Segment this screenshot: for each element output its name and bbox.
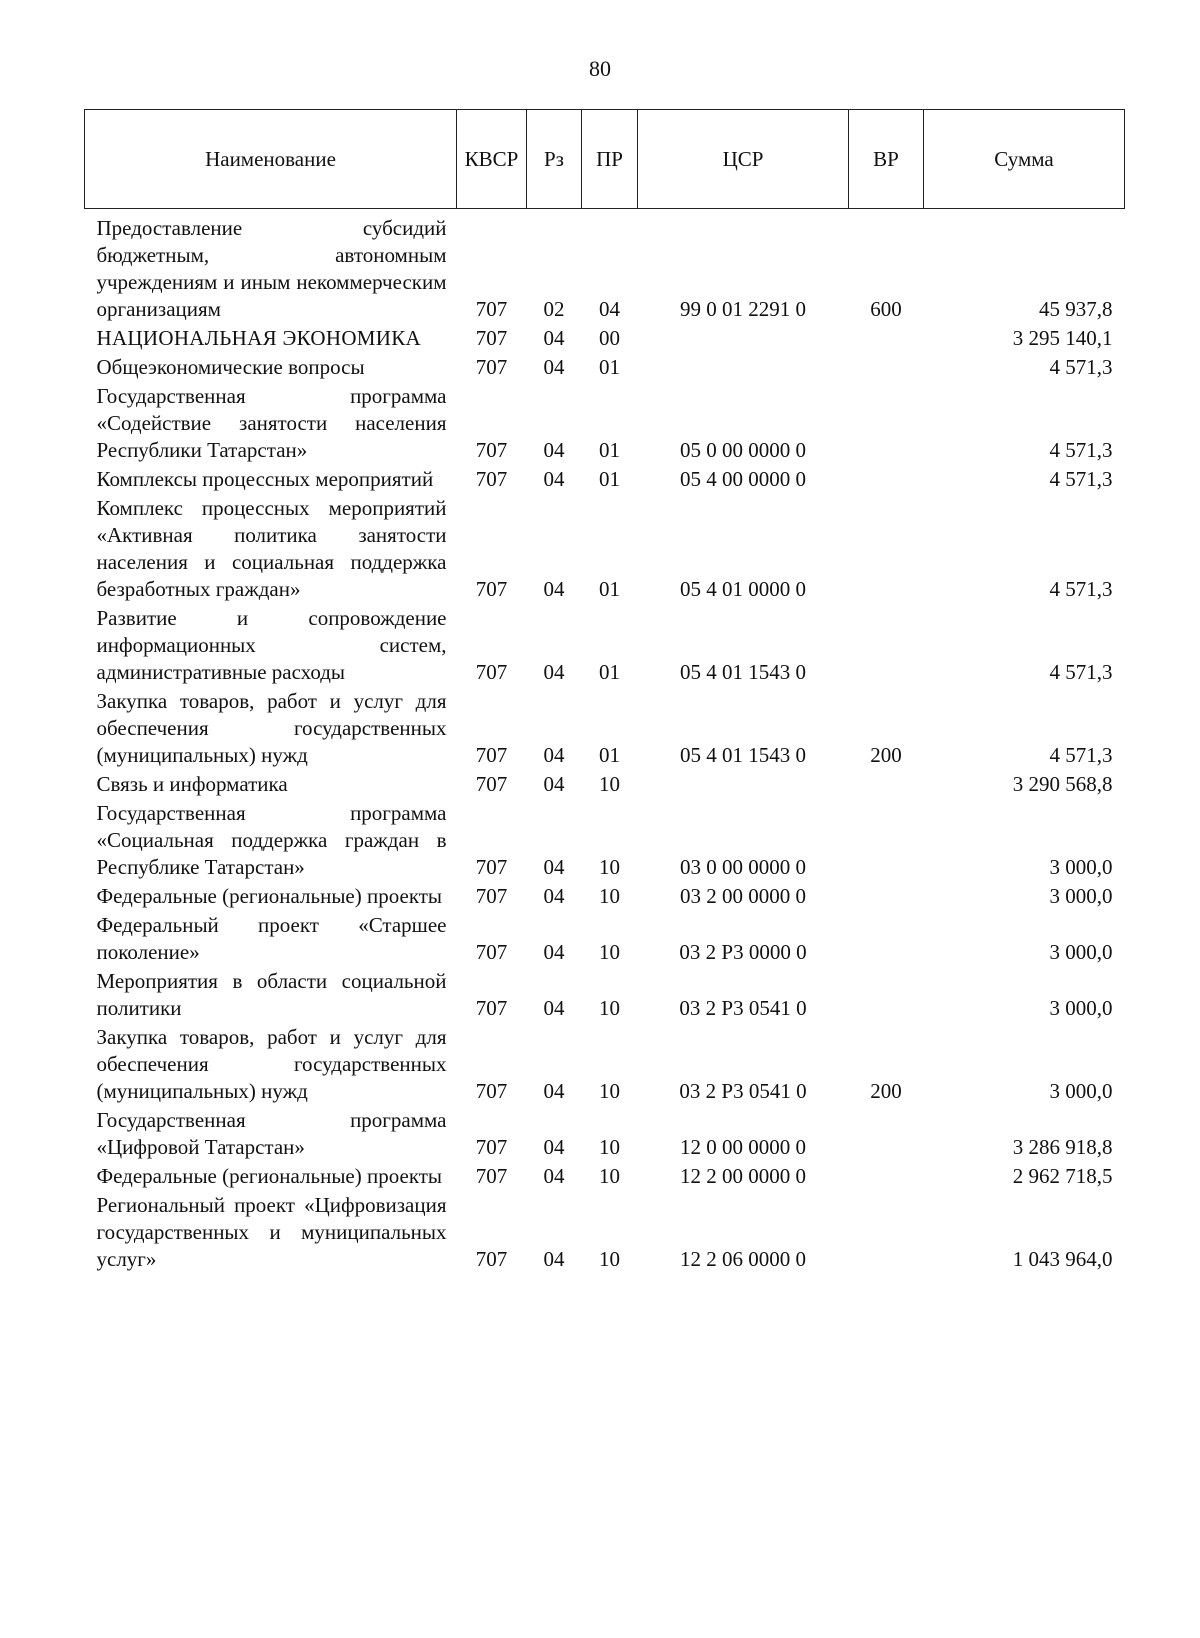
row-csr: 03 2 00 0000 0 [680, 884, 806, 908]
row-name: Связь и информатика [96, 772, 288, 796]
row-csr: 99 0 01 2291 0 [680, 297, 806, 321]
row-pr: 10 [599, 884, 620, 908]
row-sum: 2 962 718,5 [1012, 1164, 1113, 1188]
row-kvsr: 707 [475, 1164, 508, 1188]
row-vr [849, 771, 924, 800]
table-row [85, 354, 1125, 383]
row-pr: 10 [599, 1135, 620, 1159]
table-row [85, 1192, 1125, 1275]
row-csr: 03 2 P3 0000 0 [679, 940, 807, 964]
row-rz: 04 [543, 1164, 565, 1188]
row-rz: 04 [543, 855, 565, 879]
row-rz: 04 [543, 1247, 565, 1271]
row-vr [849, 1107, 924, 1163]
row-pr: 10 [599, 772, 620, 796]
table-row [85, 495, 1125, 605]
row-name: Государственная программа «Цифровой Татарстан» [96, 1108, 447, 1159]
table-row [85, 209, 1125, 326]
row-kvsr: 707 [475, 940, 508, 964]
row-vr [849, 912, 924, 968]
row-name: Государственная программа «Социальная поддержка граждан в Республике Татарстан» [96, 801, 447, 879]
row-csr: 05 4 01 1543 0 [680, 660, 806, 684]
row-name: Закупка товаров, работ и услуг для обеспечения государственных (муниципальных) нужд [96, 689, 447, 767]
row-kvsr: 707 [475, 297, 508, 321]
table-row [85, 466, 1125, 495]
row-name: Государственная программа «Содействие занятости населения Республики Татарстан» [96, 384, 447, 462]
row-name: Предоставление субсидий бюджетным, автономным учреждениям и иным некоммерческим организациям [96, 216, 447, 321]
row-csr [638, 325, 849, 354]
row-name: НАЦИОНАЛЬНАЯ ЭКОНОМИКА [96, 326, 422, 350]
row-sum: 4 571,3 [1049, 355, 1113, 379]
row-pr: 01 [599, 660, 620, 684]
row-vr [849, 883, 924, 912]
table-row [85, 688, 1125, 771]
row-vr: 200 [870, 743, 902, 767]
table-row [85, 968, 1125, 1024]
row-sum: 3 295 140,1 [1012, 326, 1113, 350]
row-kvsr: 707 [475, 326, 508, 350]
row-name: Развитие и сопровождение информационных систем, административные расходы [96, 606, 447, 684]
row-csr: 12 2 06 0000 0 [680, 1247, 806, 1271]
table-row [85, 383, 1125, 466]
row-csr: 03 2 P3 0541 0 [679, 1079, 807, 1103]
row-sum: 3 000,0 [1049, 1079, 1113, 1103]
row-pr: 01 [599, 577, 620, 601]
row-vr [849, 1192, 924, 1275]
row-kvsr: 707 [475, 1135, 508, 1159]
row-sum: 4 571,3 [1049, 660, 1113, 684]
row-name: Мероприятия в области социальной политики [96, 969, 447, 1020]
table-row [85, 800, 1125, 883]
row-sum: 4 571,3 [1049, 467, 1113, 491]
row-name: Закупка товаров, работ и услуг для обеспечения государственных (муниципальных) нужд [96, 1025, 447, 1103]
row-csr: 12 0 00 0000 0 [680, 1135, 806, 1159]
row-sum: 4 571,3 [1049, 577, 1113, 601]
row-rz: 04 [543, 355, 565, 379]
row-sum: 3 000,0 [1049, 855, 1113, 879]
row-pr: 04 [599, 297, 620, 321]
table-row [85, 771, 1125, 800]
row-kvsr: 707 [475, 355, 508, 379]
column-header-rz: Рз [527, 110, 582, 209]
row-sum: 3 000,0 [1049, 940, 1113, 964]
table-row [85, 912, 1125, 968]
row-rz: 04 [543, 940, 565, 964]
table-row [85, 605, 1125, 688]
row-kvsr: 707 [475, 577, 508, 601]
row-vr [849, 383, 924, 466]
row-vr [849, 800, 924, 883]
column-header-pr: ПР [582, 110, 638, 209]
column-header-name: Наименование [85, 110, 457, 209]
row-csr [638, 354, 849, 383]
column-header-csr: ЦСР [638, 110, 849, 209]
row-rz: 04 [543, 743, 565, 767]
row-sum: 4 571,3 [1049, 438, 1113, 462]
row-pr: 01 [599, 438, 620, 462]
row-pr: 01 [599, 467, 620, 491]
table-row [85, 883, 1125, 912]
row-name: Региональный проект «Цифровизация государственных и муниципальных услуг» [96, 1193, 447, 1271]
row-rz: 04 [543, 660, 565, 684]
table-row [85, 1024, 1125, 1107]
row-vr [849, 466, 924, 495]
row-rz: 04 [543, 1079, 565, 1103]
row-pr: 00 [599, 326, 620, 350]
row-vr: 200 [870, 1079, 902, 1103]
table-row [85, 1107, 1125, 1163]
row-name: Федеральные (региональные) проекты [96, 1164, 443, 1188]
row-pr: 10 [599, 1079, 620, 1103]
row-sum: 3 290 568,8 [1012, 772, 1113, 796]
row-pr: 01 [599, 743, 620, 767]
row-csr [638, 771, 849, 800]
row-pr: 10 [599, 1164, 620, 1188]
budget-table [84, 109, 1125, 1275]
row-kvsr: 707 [475, 772, 508, 796]
table-row [85, 1163, 1125, 1192]
row-sum: 3 286 918,8 [1012, 1135, 1113, 1159]
row-name: Общеэкономические вопросы [96, 355, 365, 379]
column-header-sum: Сумма [924, 110, 1125, 209]
column-header-vr: ВР [849, 110, 924, 209]
row-csr: 05 4 01 1543 0 [680, 743, 806, 767]
row-kvsr: 707 [475, 1247, 508, 1271]
row-sum: 3 000,0 [1049, 996, 1113, 1020]
row-pr: 10 [599, 940, 620, 964]
row-name: Комплексы процессных мероприятий [96, 467, 434, 491]
row-csr: 12 2 00 0000 0 [680, 1164, 806, 1188]
row-rz: 04 [543, 884, 565, 908]
table-row [85, 325, 1125, 354]
row-kvsr: 707 [475, 1079, 508, 1103]
row-kvsr: 707 [475, 855, 508, 879]
column-header-kvsr: КВСР [457, 110, 527, 209]
row-csr: 05 4 01 0000 0 [680, 577, 806, 601]
row-kvsr: 707 [475, 884, 508, 908]
row-vr [849, 1163, 924, 1192]
row-rz: 04 [543, 326, 565, 350]
row-pr: 10 [599, 996, 620, 1020]
row-kvsr: 707 [475, 660, 508, 684]
row-kvsr: 707 [475, 996, 508, 1020]
row-pr: 10 [599, 855, 620, 879]
row-vr: 600 [870, 297, 902, 321]
row-rz: 04 [543, 577, 565, 601]
row-name: Комплекс процессных мероприятий «Активная политика занятости населения и социальная поддержка безработных граждан» [96, 496, 447, 601]
row-pr: 10 [599, 1247, 620, 1271]
row-name: Федеральные (региональные) проекты [96, 884, 443, 908]
row-rz: 04 [543, 772, 565, 796]
row-vr [849, 605, 924, 688]
row-rz: 04 [543, 467, 565, 491]
row-csr: 05 0 00 0000 0 [680, 438, 806, 462]
row-sum: 45 937,8 [1039, 297, 1113, 321]
row-sum: 3 000,0 [1049, 884, 1113, 908]
row-csr: 03 0 00 0000 0 [680, 855, 806, 879]
row-csr: 03 2 P3 0541 0 [679, 996, 807, 1020]
row-rz: 04 [543, 996, 565, 1020]
row-kvsr: 707 [475, 467, 508, 491]
row-rz: 04 [543, 438, 565, 462]
table-header [85, 110, 1125, 209]
row-sum: 1 043 964,0 [1012, 1247, 1113, 1271]
row-name: Федеральный проект «Старшее поколение» [96, 913, 447, 964]
row-rz: 02 [543, 297, 565, 321]
row-pr: 01 [599, 355, 620, 379]
row-kvsr: 707 [475, 438, 508, 462]
row-vr [849, 968, 924, 1024]
row-vr [849, 354, 924, 383]
row-vr [849, 325, 924, 354]
row-sum: 4 571,3 [1049, 743, 1113, 767]
row-kvsr: 707 [475, 743, 508, 767]
row-rz: 04 [543, 1135, 565, 1159]
table-body [85, 209, 1125, 1276]
row-csr: 05 4 00 0000 0 [680, 467, 806, 491]
page-number: 80 [589, 56, 611, 81]
row-vr [849, 495, 924, 605]
